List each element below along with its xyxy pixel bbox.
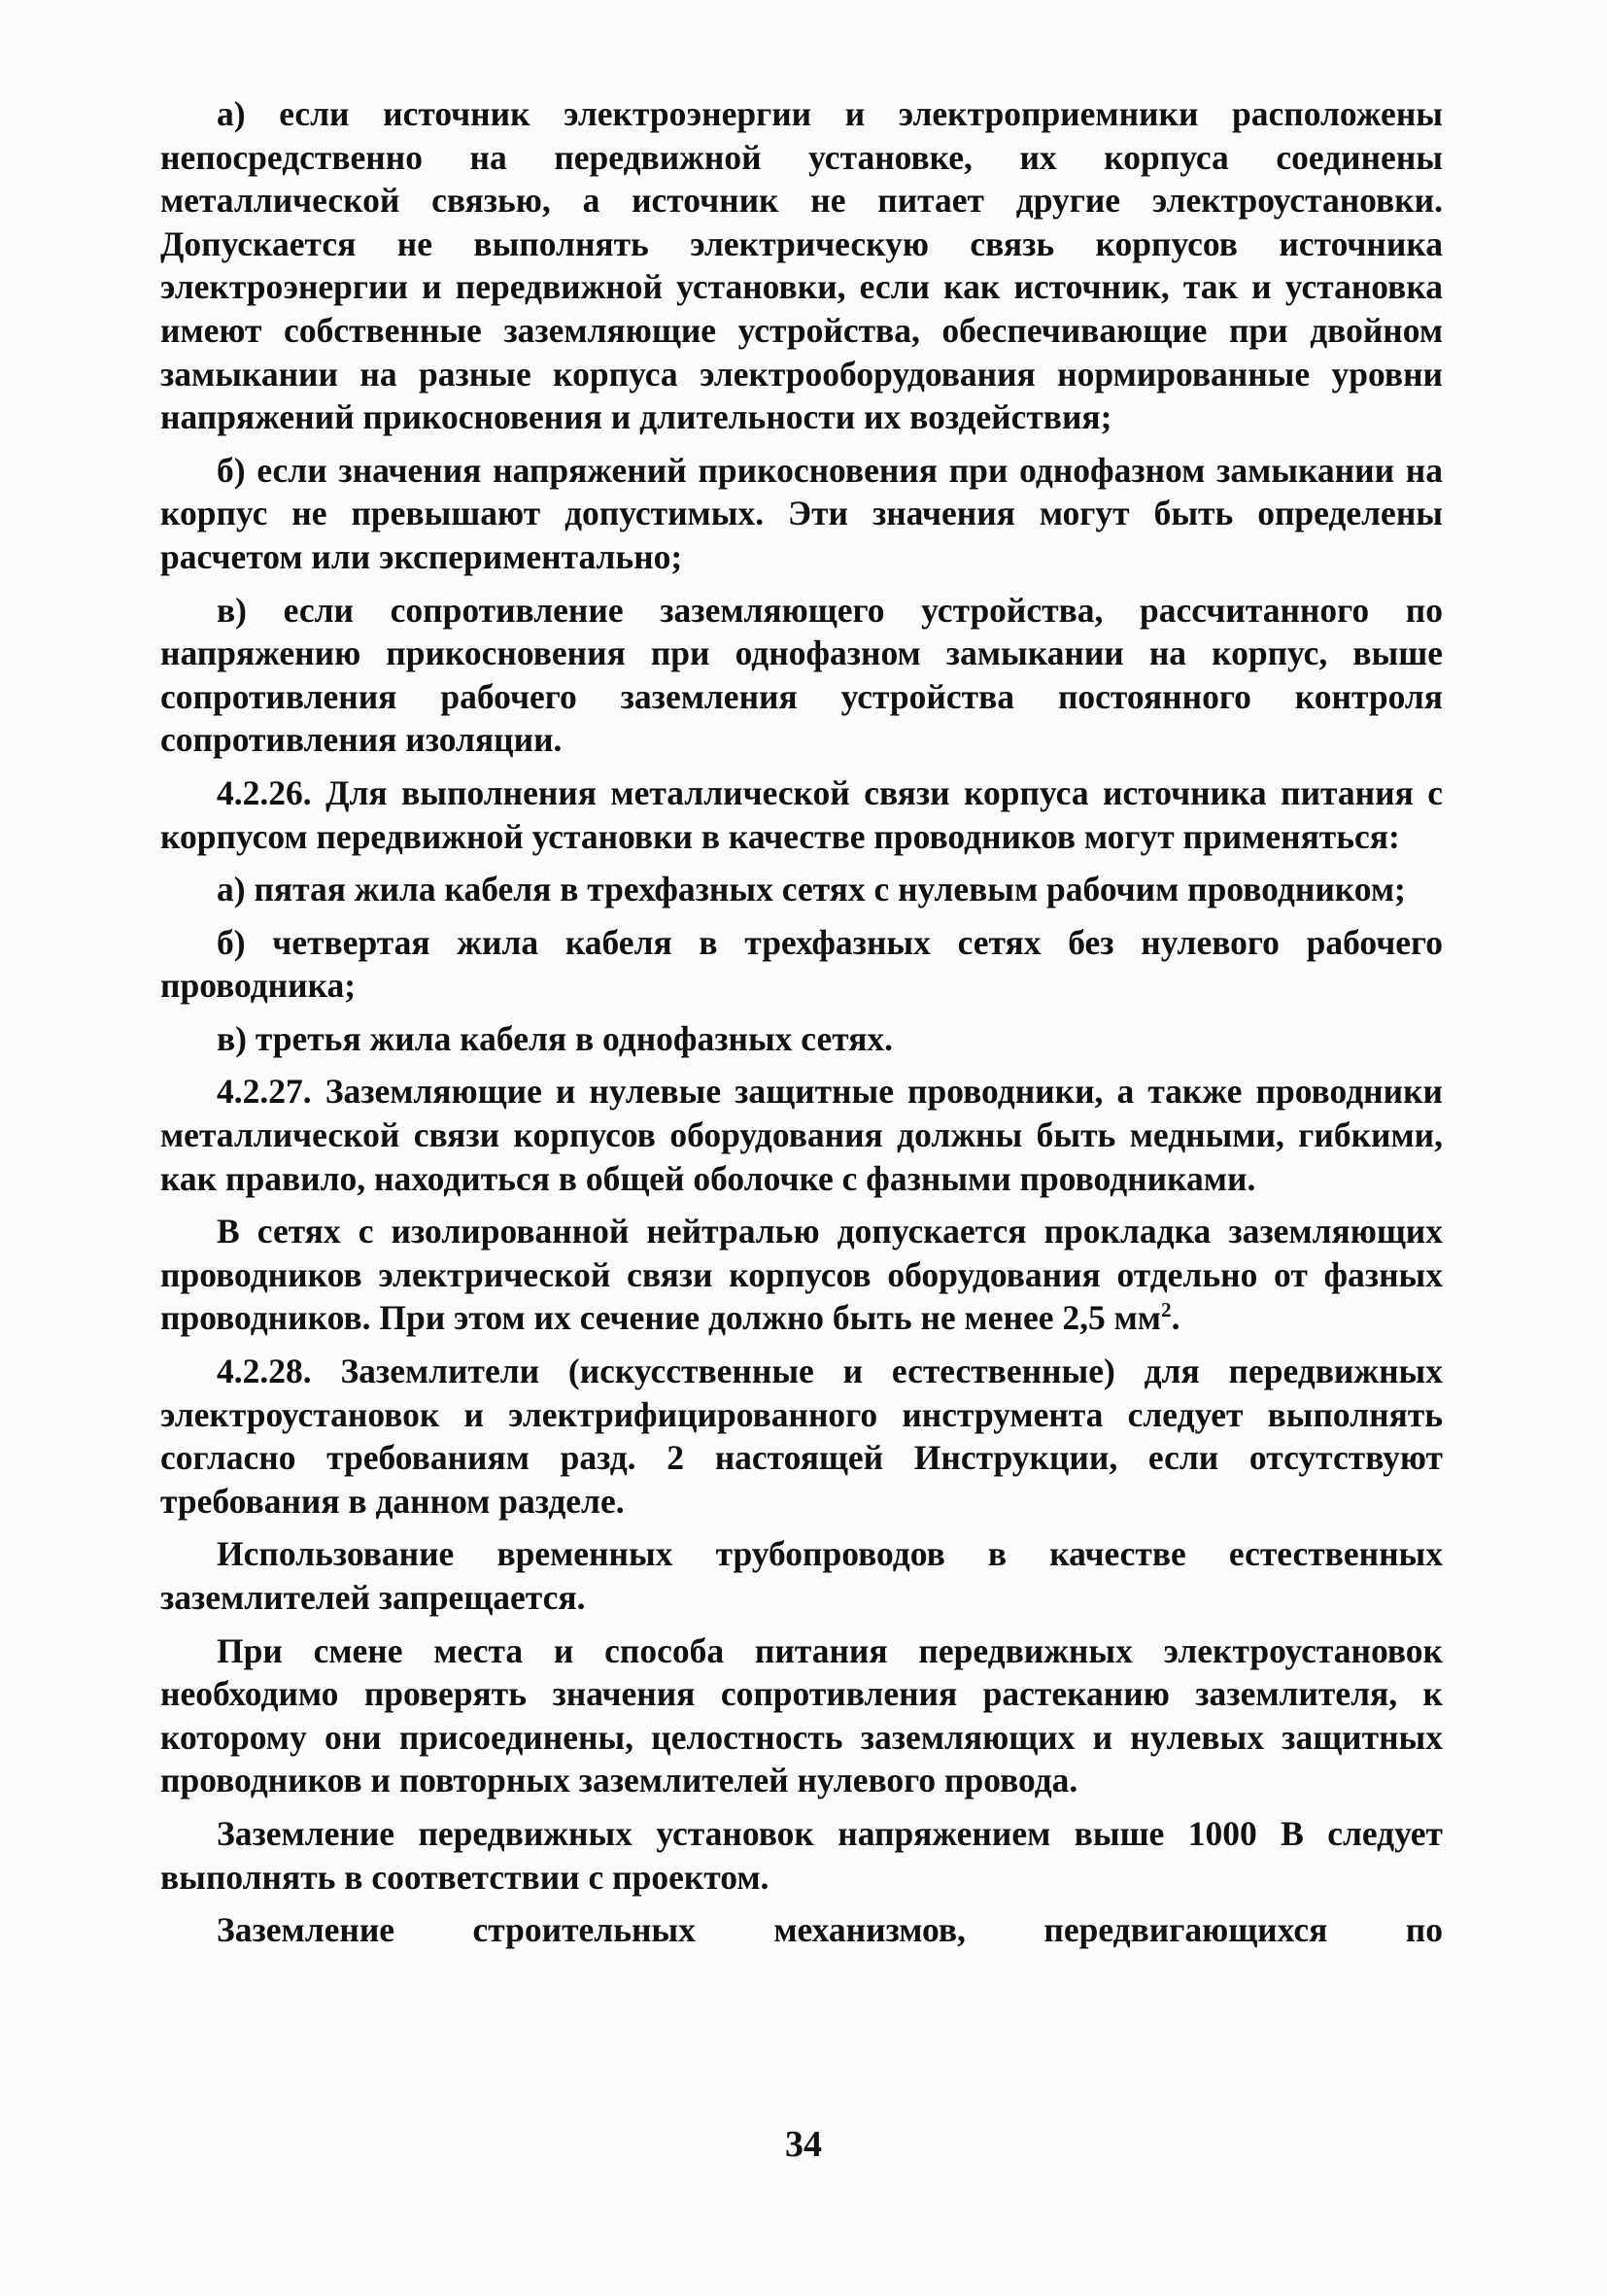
paragraph-b-touch-voltage: б) если значения напряжений прикосновения при однофазном замыкании на корпус не превышают допустимых. Эти значения могут быть определены расчетом или экспериментально; <box>160 450 1443 576</box>
isolated-neutral-tail: . <box>1171 1298 1180 1338</box>
paragraph-above-1000v: Заземление передвижных установок напряжением выше 1000 В следует выполнять в соответствии с проектом. <box>160 1813 1443 1897</box>
paragraph-construction-machines: Заземление строительных механизмов, передвигающихся по <box>217 1910 1443 1950</box>
paragraph-temporary-pipelines: Использование временных трубопроводов в качестве естественных заземлителей запрещается. <box>160 1534 1443 1617</box>
clause-4-2-26-item-v: в) третья жила кабеля в однофазных сетях. <box>217 1018 894 1058</box>
clause-4-2-26-item-a: а) пятая жила кабеля в трехфазных сетях с нулевым рабочим проводником; <box>217 870 1406 909</box>
clause-4-2-27: 4.2.27. Заземляющие и нулевые защитные проводники, а также проводники металлической связи корпусов оборудования должны быть медными, гибкими, как правило, находиться в общей оболочке с фазными проводниками. <box>160 1072 1443 1198</box>
clause-4-2-26-item-b: б) четвертая жила кабеля в трехфазных сетях без нулевого рабочего проводника; <box>160 922 1443 1006</box>
square-superscript: 2 <box>1160 1298 1172 1322</box>
paragraph-change-of-place: При смене места и способа питания передвижных электроустановок необходимо проверять значения сопротивления растеканию заземлителя, к которому они присоединены, целостность заземляющих и нулевых защитных проводников и повторных заземлителей нулевого провода. <box>160 1630 1443 1800</box>
paragraph-v-resistance: в) если сопротивление заземляющего устройства, рассчитанного по напряжению прикосновения при однофазном замыкании на корпус, выше сопротивления рабочего заземления устройства постоянного контроля сопротивления изоляции. <box>160 590 1443 760</box>
isolated-neutral-text: В сетях с изолированной нейтралью допускается прокладка заземляющих проводников электрической связи корпусов оборудования отдельно от фазных проводников. При этом их сечение должно быть не менее 2,5 мм <box>160 1212 1443 1338</box>
clause-4-2-26: 4.2.26. Для выполнения металлической связи корпуса источника питания с корпусом передвижной установки в качестве проводников могут применяться: <box>160 772 1443 856</box>
page-number: 34 <box>785 2124 822 2165</box>
paragraph-a-sources: а) если источник электроэнергии и электроприемники расположены непосредственно на передвижной установке, их корпуса соединены металлической связью, а источник не питает другие электроустановки. Допускается не выполнять электрическую связь корпусов источника электроэнергии и передвижной установки, если как источник, так и установка имеют собственные заземляющие устройства, обеспечивающие при двойном замыкании на разные корпуса электрооборудования нормированные уровни напряжений прикосновения и длительности их воздействия; <box>160 94 1443 437</box>
paragraph-isolated-neutral <box>160 1210 1443 1340</box>
page-body <box>160 92 1443 1962</box>
clause-4-2-28: 4.2.28. Заземлители (искусственные и естественные) для передвижных электроустановок и электрифицированного инструмента следует выполнять согласно требованиям разд. 2 настоящей Инструкции, если отсутствуют требования в данном разделе. <box>160 1352 1443 1521</box>
